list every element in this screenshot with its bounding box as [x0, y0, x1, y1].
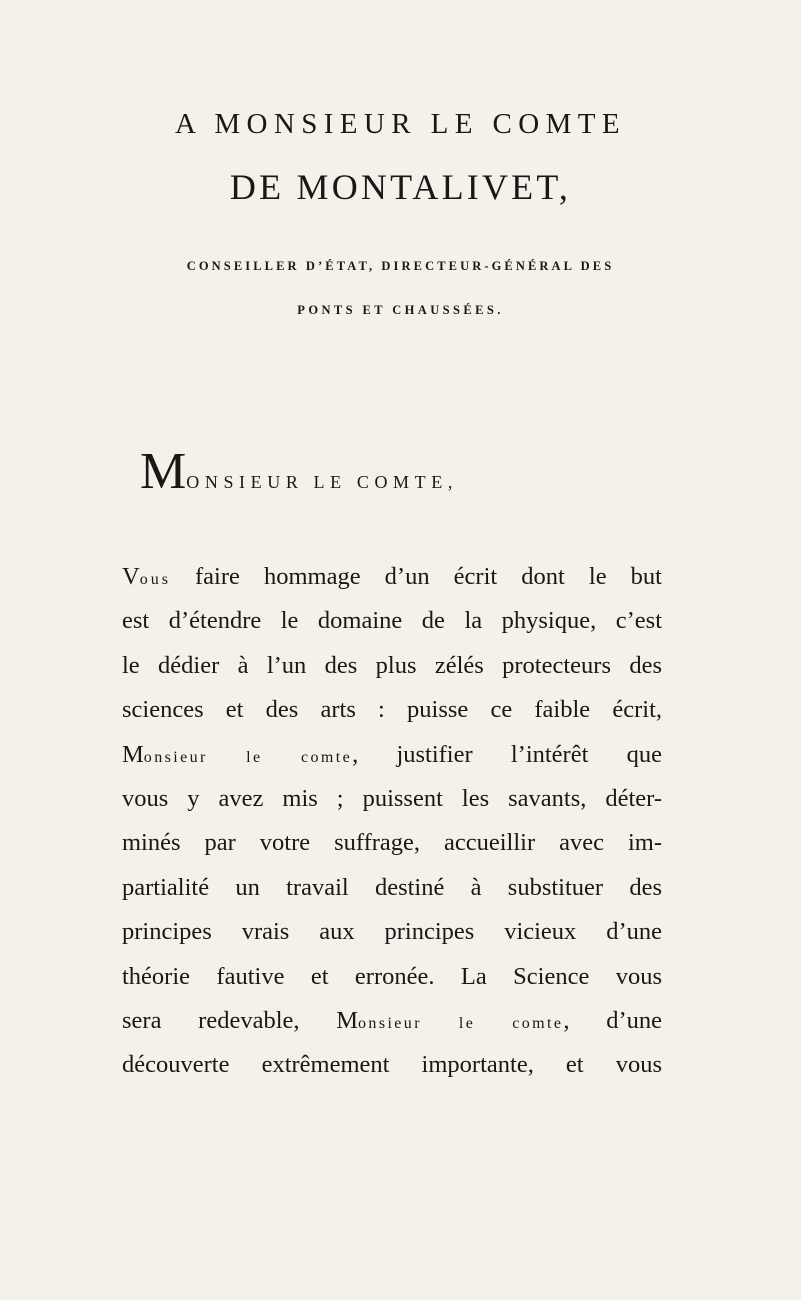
body-paragraph — [122, 555, 662, 1088]
small-caps-initial: M — [122, 740, 144, 768]
text-line: est d’étendre le domaine de la physique, c’est — [122, 607, 662, 635]
small-caps-word: ous — [139, 571, 171, 588]
text-line: le dédier à l’un des plus zélés protecteurs des — [122, 651, 662, 679]
text-line: sciences et des arts : puisse ce faible écrit, — [122, 696, 662, 724]
text-line: principes vrais aux principes vicieux d’une — [122, 918, 662, 946]
salutation — [140, 443, 458, 509]
small-caps-title: onsieur le comte — [358, 1014, 564, 1032]
salutation-rest: ONSIEUR LE COMTE, — [186, 472, 458, 492]
line-text: faire hommage d’un écrit dont le but — [170, 563, 662, 590]
text-line: théorie fautive et erronée. La Science vous — [122, 962, 662, 990]
dedication-line-1: A MONSIEUR LE COMTE — [174, 108, 627, 140]
dedication-name: DE MONTALIVET, — [229, 167, 572, 207]
text-line — [122, 555, 662, 599]
text-line: partialité un travail destiné à substituer des — [122, 873, 662, 901]
line-text: , justifier l’intérêt que — [352, 740, 662, 768]
line-text: sera redevable, — [122, 1006, 337, 1034]
text-line — [122, 733, 662, 777]
drop-initial: V — [122, 563, 140, 590]
text-line: vous y avez mis ; puissent les savants, déter- — [122, 784, 662, 812]
salutation-initial: M — [140, 443, 187, 500]
dedication-title-line-2: PONTS ET CHAUSSÉES. — [297, 303, 504, 317]
small-caps-title: onsieur le comte — [143, 748, 353, 766]
dedication-title-line-1: CONSEILLER D’ÉTAT, DIRECTEUR-GÉNÉRAL DES — [186, 259, 615, 273]
text-line: découverte extrêmement importante, et vous — [122, 1051, 662, 1079]
text-line — [122, 999, 662, 1043]
text-line: minés par votre suffrage, accueillir avec im- — [122, 829, 662, 857]
small-caps-initial: M — [336, 1006, 359, 1034]
line-text: , d’une — [563, 1006, 662, 1034]
